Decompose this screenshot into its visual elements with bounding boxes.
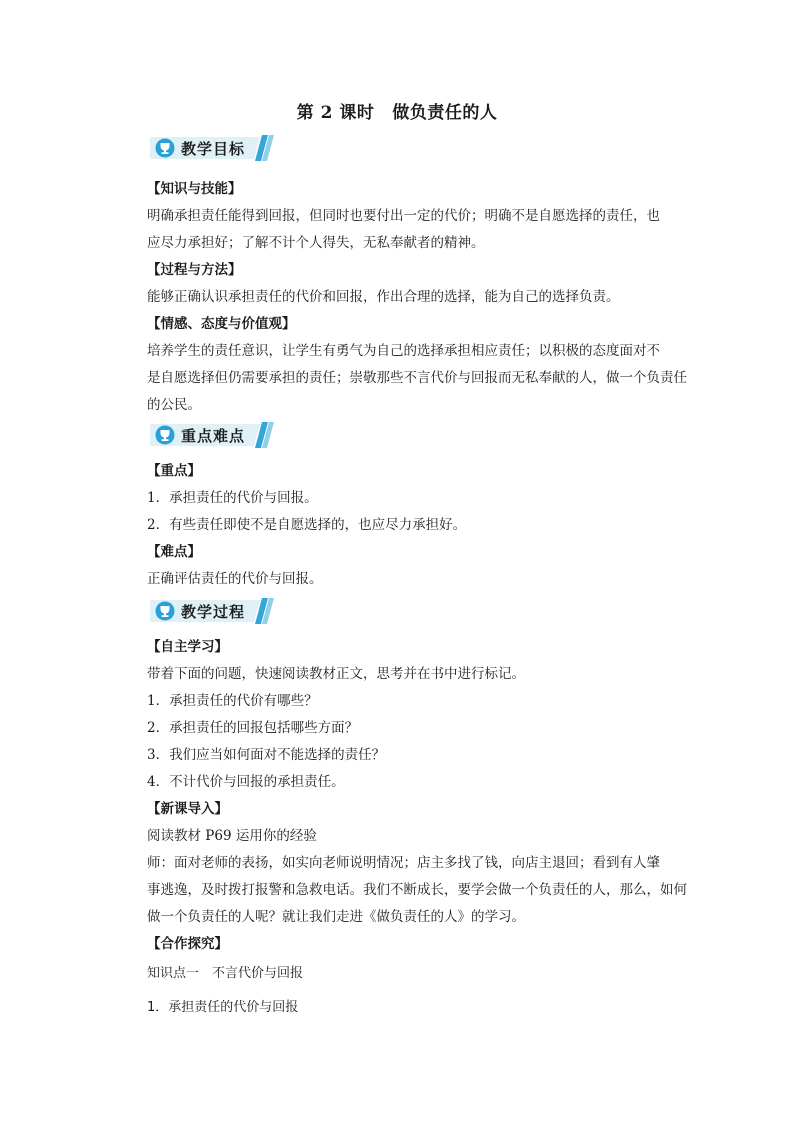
paragraph-line: 带着下面的问题，快速阅读教材正文，思考并在书中进行标记。 bbox=[147, 666, 525, 682]
list-item: 2．承担责任的回报包括哪些方面？ bbox=[147, 720, 359, 736]
section-banner-objectives bbox=[148, 135, 274, 161]
emotion-heading: 【情感、态度与价值观】 bbox=[147, 316, 296, 332]
difficulty-heading: 【难点】 bbox=[147, 544, 201, 560]
list-item: 1．承担责任的代价与回报。 bbox=[147, 490, 318, 506]
paragraph-line: 做一个负责任的人呢？就让我们走进《做负责任的人》的学习。 bbox=[147, 909, 525, 925]
section-title: 教学过程 bbox=[181, 603, 246, 621]
lesson-number: 第 2 课时 bbox=[296, 103, 375, 123]
trophy-icon bbox=[156, 139, 175, 158]
section-title: 教学目标 bbox=[181, 140, 246, 158]
paragraph-line: 是自愿选择但仍需要承担的责任；崇敬那些不言代价与回报而无私奉献的人，做一个负责任 bbox=[147, 370, 687, 386]
paragraph-line: 阅读教材 P69 运用你的经验 bbox=[147, 828, 317, 844]
section-banner-keypoints bbox=[148, 422, 274, 448]
paragraph-line: 应尽力承担好；了解不计个人得失，无私奉献者的精神。 bbox=[147, 235, 485, 251]
lesson-topic: 做负责任的人 bbox=[392, 103, 498, 123]
cooperation-heading: 【合作探究】 bbox=[147, 936, 228, 952]
self-study-heading: 【自主学习】 bbox=[147, 639, 228, 655]
knowledge-heading: 【知识与技能】 bbox=[147, 181, 242, 197]
intro-heading: 【新课导入】 bbox=[147, 801, 228, 817]
paragraph-line: 事逃逸，及时拨打报警和急救电话。我们不断成长，要学会做一个负责任的人，那么，如何 bbox=[147, 882, 687, 898]
subsection-title: 1．承担责任的代价与回报 bbox=[147, 1000, 299, 1015]
paragraph-line: 能够正确认识承担责任的代价和回报，作出合理的选择，能为自己的选择负责。 bbox=[147, 289, 620, 305]
section-title: 重点难点 bbox=[181, 427, 246, 445]
section-banner-process bbox=[148, 598, 274, 624]
paragraph-line: 培养学生的责任意识，让学生有勇气为自己的选择承担相应责任；以积极的态度面对不 bbox=[147, 343, 660, 359]
list-item: 4．不计代价与回报的承担责任。 bbox=[147, 774, 345, 790]
list-item: 2．有些责任即使不是自愿选择的，也应尽力承担好。 bbox=[147, 517, 467, 533]
trophy-icon bbox=[156, 426, 175, 445]
page-title bbox=[0, 98, 794, 123]
paragraph-line: 明确承担责任能得到回报，但同时也要付出一定的代价；明确不是自愿选择的责任，也 bbox=[147, 208, 660, 224]
trophy-icon bbox=[156, 602, 175, 621]
list-item: 1．承担责任的代价有哪些？ bbox=[147, 693, 318, 709]
knowledge-point-title: 知识点一 不言代价与回报 bbox=[147, 966, 304, 981]
paragraph-line: 的公民。 bbox=[147, 397, 201, 413]
key-heading: 【重点】 bbox=[147, 463, 201, 479]
paragraph-line: 师：面对老师的表扬，如实向老师说明情况；店主多找了钱，向店主退回；看到有人肇 bbox=[147, 855, 660, 871]
paragraph-line: 正确评估责任的代价与回报。 bbox=[147, 571, 323, 587]
method-heading: 【过程与方法】 bbox=[147, 262, 242, 278]
list-item: 3．我们应当如何面对不能选择的责任？ bbox=[147, 747, 386, 763]
